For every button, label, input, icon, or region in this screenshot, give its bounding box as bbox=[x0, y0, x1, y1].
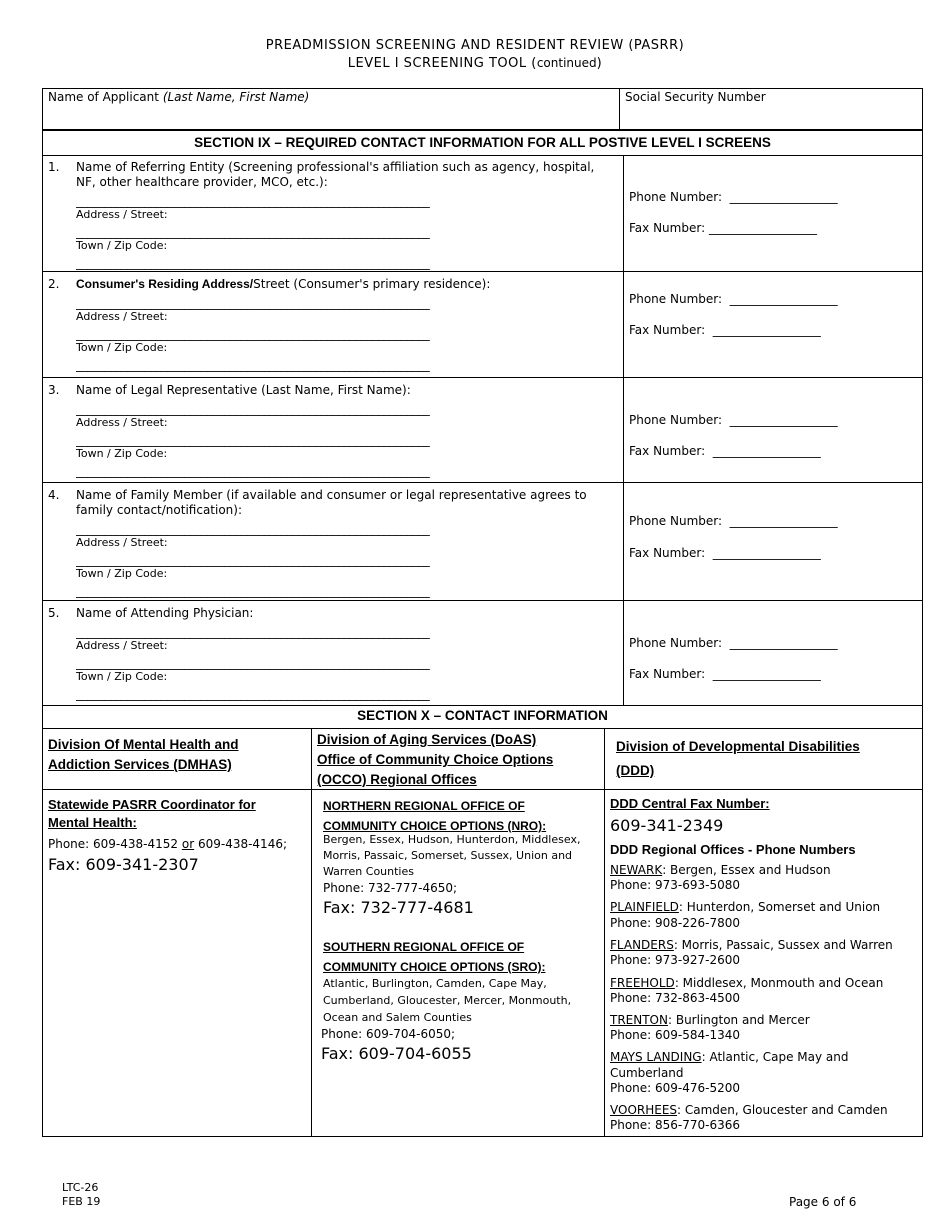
fax-field[interactable]: Fax Number: __________________ bbox=[629, 221, 817, 235]
nro-fax: Fax: 732-777-4681 bbox=[323, 898, 474, 917]
entry-label: Name of Family Member (if available and consumer or legal representative agrees to bbox=[76, 488, 587, 502]
town-line[interactable]: ______________________________________________________________ bbox=[76, 464, 430, 478]
phone-field[interactable]: Phone Number: __________________ bbox=[629, 514, 838, 528]
form-subtitle: LEVEL I SCREENING TOOL (continued) bbox=[347, 56, 603, 71]
name-line[interactable]: ______________________________________________________________ bbox=[76, 625, 430, 639]
address-label: Address / Street: bbox=[76, 310, 168, 323]
entry-label-continued: family contact/notification): bbox=[76, 503, 243, 517]
office-line: TRENTON: Burlington and Mercer bbox=[610, 1013, 810, 1027]
sro-counties-line: Ocean and Salem Counties bbox=[323, 1011, 472, 1024]
office-line-continued: Cumberland bbox=[610, 1066, 684, 1080]
town-label: Town / Zip Code: bbox=[76, 447, 168, 460]
divider bbox=[42, 271, 923, 272]
dmhas-heading-line: Addiction Services (DMHAS) bbox=[48, 757, 232, 772]
section-x-title: SECTION X – CONTACT INFORMATION bbox=[357, 708, 608, 723]
fax-field[interactable]: Fax Number: __________________ bbox=[629, 323, 821, 337]
entry-number: 4. bbox=[48, 488, 60, 502]
applicant-name-label: Name of Applicant (Last Name, First Name) bbox=[48, 90, 310, 104]
name-line[interactable]: ______________________________________________________________ bbox=[76, 194, 430, 208]
office-phone: Phone: 973-927-2600 bbox=[610, 953, 741, 967]
address-label: Address / Street: bbox=[76, 536, 168, 549]
address-line[interactable]: ______________________________________________________________ bbox=[76, 656, 430, 670]
column-divider-2 bbox=[604, 728, 605, 1137]
pasrr-coordinator-line: Statewide PASRR Coordinator for bbox=[48, 797, 256, 812]
town-label: Town / Zip Code: bbox=[76, 239, 168, 252]
divider bbox=[42, 728, 923, 729]
entry-label-continued: NF, other healthcare provider, MCO, etc.): bbox=[76, 175, 328, 189]
sro-heading-line: COMMUNITY CHOICE OPTIONS (SRO): bbox=[323, 960, 546, 974]
sro-heading bbox=[323, 937, 545, 977]
address-label: Address / Street: bbox=[76, 639, 168, 652]
name-line[interactable]: ______________________________________________________________ bbox=[76, 402, 430, 416]
doas-heading bbox=[317, 730, 553, 790]
office-phone: Phone: 973-693-5080 bbox=[610, 878, 741, 892]
entry-number: 1. bbox=[48, 160, 60, 174]
sro-phone: Phone: 609-704-6050; bbox=[321, 1027, 456, 1041]
address-line[interactable]: ______________________________________________________________ bbox=[76, 553, 430, 567]
town-label: Town / Zip Code: bbox=[76, 341, 168, 354]
dmhas-fax: Fax: 609-341-2307 bbox=[48, 855, 199, 874]
doas-heading-line: Division of Aging Services (DoAS) bbox=[317, 732, 537, 747]
nro-counties-line: Morris, Passaic, Somerset, Sussex, Union and bbox=[323, 849, 573, 862]
divider bbox=[42, 600, 923, 601]
address-line[interactable]: ______________________________________________________________ bbox=[76, 327, 430, 341]
town-line[interactable]: ______________________________________________________________ bbox=[76, 687, 430, 701]
form-title: PREADMISSION SCREENING AND RESIDENT REVIEW (PASRR) bbox=[265, 38, 685, 53]
office-phone: Phone: 908-226-7800 bbox=[610, 916, 741, 930]
nro-counties-line: Bergen, Essex, Hudson, Hunterdon, Middlesex, bbox=[323, 833, 581, 846]
office-line: FLANDERS: Morris, Passaic, Sussex and Warren bbox=[610, 938, 893, 952]
office-line: PLAINFIELD: Hunterdon, Somerset and Union bbox=[610, 900, 881, 914]
entry-label: Name of Legal Representative (Last Name, First Name): bbox=[76, 383, 411, 397]
address-line[interactable]: ______________________________________________________________ bbox=[76, 433, 430, 447]
sro-heading-line: SOUTHERN REGIONAL OFFICE OF bbox=[323, 940, 525, 954]
name-line[interactable]: ______________________________________________________________ bbox=[76, 296, 430, 310]
sro-fax: Fax: 609-704-6055 bbox=[321, 1044, 472, 1063]
office-line: FREEHOLD: Middlesex, Monmouth and Ocean bbox=[610, 976, 884, 990]
office-phone: Phone: 609-584-1340 bbox=[610, 1028, 741, 1042]
entry-number: 3. bbox=[48, 383, 60, 397]
entry-number: 5. bbox=[48, 606, 60, 620]
nro-counties-line: Warren Counties bbox=[323, 865, 414, 878]
fax-field[interactable]: Fax Number: __________________ bbox=[629, 444, 821, 458]
entry-number: 2. bbox=[48, 277, 60, 291]
divider bbox=[42, 377, 923, 378]
name-line[interactable]: ______________________________________________________________ bbox=[76, 522, 430, 536]
office-phone: Phone: 856-770-6366 bbox=[610, 1118, 741, 1132]
ddd-central-fax-label: DDD Central Fax Number: bbox=[610, 796, 770, 811]
nro-heading bbox=[323, 796, 546, 836]
fax-field[interactable]: Fax Number: __________________ bbox=[629, 546, 821, 560]
sro-counties-line: Atlantic, Burlington, Camden, Cape May, bbox=[323, 977, 547, 990]
sro-counties bbox=[323, 975, 571, 1026]
phone-field[interactable]: Phone Number: __________________ bbox=[629, 636, 838, 650]
section-ix-title: SECTION IX – REQUIRED CONTACT INFORMATION FOR ALL POSTIVE LEVEL I SCREENS bbox=[194, 135, 771, 150]
form-code: LTC-26 bbox=[62, 1181, 99, 1194]
entry-label: Name of Referring Entity (Screening professional's affiliation such as agency, hospital, bbox=[76, 160, 595, 174]
town-line[interactable]: ______________________________________________________________ bbox=[76, 584, 430, 598]
office-line: MAYS LANDING: Atlantic, Cape May and bbox=[610, 1050, 849, 1064]
sro-counties-line: Cumberland, Gloucester, Mercer, Monmouth, bbox=[323, 994, 572, 1007]
doas-heading-line: Office of Community Choice Options bbox=[317, 752, 554, 767]
column-divider-1 bbox=[311, 728, 312, 1137]
dmhas-phone: Phone: 609-438-4152 or 609-438-4146; bbox=[48, 837, 288, 851]
office-line: VOORHEES: Camden, Gloucester and Camden bbox=[610, 1103, 888, 1117]
ddd-central-fax: 609-341-2349 bbox=[610, 816, 724, 835]
form-date: FEB 19 bbox=[62, 1195, 101, 1208]
office-phone: Phone: 609-476-5200 bbox=[610, 1081, 741, 1095]
phone-field[interactable]: Phone Number: __________________ bbox=[629, 413, 838, 427]
pasrr-coordinator-line: Mental Health: bbox=[48, 815, 137, 830]
nro-heading-line: COMMUNITY CHOICE OPTIONS (NRO): bbox=[323, 819, 547, 833]
phone-field[interactable]: Phone Number: __________________ bbox=[629, 190, 838, 204]
address-label: Address / Street: bbox=[76, 416, 168, 429]
ddd-regional-label: DDD Regional Offices - Phone Numbers bbox=[610, 842, 856, 857]
page-number: Page 6 of 6 bbox=[789, 1195, 857, 1209]
ssn-label: Social Security Number bbox=[625, 90, 766, 104]
divider bbox=[42, 155, 923, 156]
phone-field[interactable]: Phone Number: __________________ bbox=[629, 292, 838, 306]
town-label: Town / Zip Code: bbox=[76, 567, 168, 580]
nro-heading-line: NORTHERN REGIONAL OFFICE OF bbox=[323, 799, 525, 813]
office-line: NEWARK: Bergen, Essex and Hudson bbox=[610, 863, 831, 877]
town-label: Town / Zip Code: bbox=[76, 670, 168, 683]
phone-column-divider bbox=[623, 155, 624, 706]
pasrr-coordinator-heading bbox=[48, 796, 256, 832]
dmhas-heading-line: Division Of Mental Health and bbox=[48, 737, 239, 752]
nro-phone: Phone: 732-777-4650; bbox=[323, 881, 458, 895]
fax-field[interactable]: Fax Number: __________________ bbox=[629, 667, 821, 681]
ddd-heading-line: (DDD) bbox=[616, 763, 655, 778]
doas-heading-line: (OCCO) Regional Offices bbox=[317, 772, 477, 787]
ddd-heading-line: Division of Developmental Disabilities bbox=[616, 739, 860, 754]
dmhas-heading bbox=[48, 735, 239, 775]
office-phone: Phone: 732-863-4500 bbox=[610, 991, 741, 1005]
ddd-heading bbox=[616, 735, 860, 783]
applicant-divider bbox=[619, 88, 620, 130]
address-line[interactable]: ______________________________________________________________ bbox=[76, 225, 430, 239]
address-label: Address / Street: bbox=[76, 208, 168, 221]
divider bbox=[42, 482, 923, 483]
entry-label: Name of Attending Physician: bbox=[76, 606, 254, 620]
entry-label: Consumer's Residing Address/Street (Consumer's primary residence): bbox=[76, 277, 491, 291]
town-line[interactable]: ______________________________________________________________ bbox=[76, 256, 430, 270]
nro-counties bbox=[323, 832, 580, 880]
town-line[interactable]: ______________________________________________________________ bbox=[76, 358, 430, 372]
